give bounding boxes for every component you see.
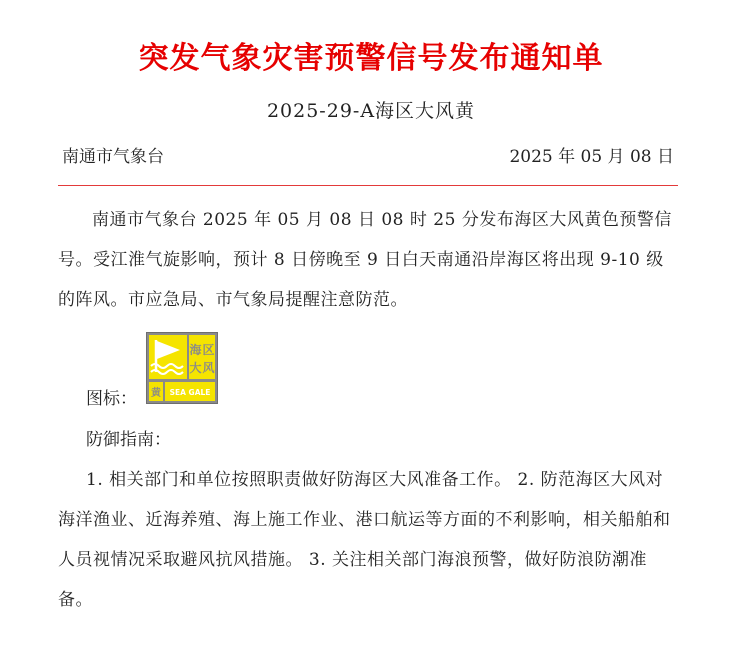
icon-badge: 黄 (151, 388, 161, 399)
notice-code: 2025-29-A海区大风黄 (266, 100, 476, 122)
main-paragraph: 南通市气象台 2025 年 05 月 08 日 08 时 25 分发布海区大风黄色预警信号。受江淮气旋影响，预计 8 日傍晚至 9 日白天南通沿岸海区将出现 9-10 级的阵风。市应急局、市气象局提醒注意防范。 (58, 210, 672, 310)
guide-paragraph: 1. 相关部门和单位按照职责做好防海区大风准备工作。 2. 防范海区大风对海洋渔业、近海养殖、海上施工作业、港口航运等方面的不利影响，相关船舶和人员视情况采取避风抗风措施。 3. 关注相关部门海浪预警，做好防浪防潮准备。 (58, 470, 671, 610)
red-divider (58, 185, 678, 186)
icon-caption: SEA GALE (169, 388, 211, 397)
icon-label: 图标： (86, 389, 137, 409)
issue-date: 2025 年 05 月 08 日 (509, 147, 674, 167)
icon-char-4: 风 (202, 361, 215, 375)
guide-label: 防御指南： (86, 430, 171, 450)
sea-gale-yellow-icon (146, 332, 218, 404)
icon-char-1: 海 (189, 343, 202, 357)
icon-char-3: 大 (189, 361, 202, 375)
notice-title: 突发气象灾害预警信号发布通知单 (138, 41, 604, 76)
issuer-name: 南通市气象台 (62, 147, 164, 167)
icon-char-2: 区 (202, 343, 215, 357)
